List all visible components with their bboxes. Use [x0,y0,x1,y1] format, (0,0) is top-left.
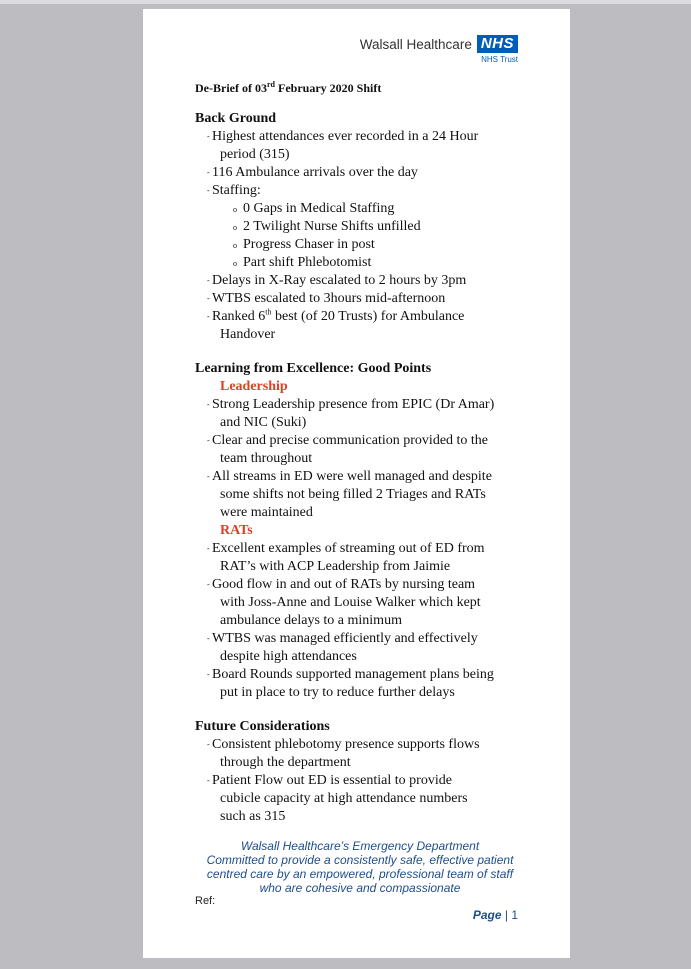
document-body [195,110,530,826]
sub-list-item: o Part shift Phlebotomist [195,254,530,272]
list-item: - Board Rounds supported management plans being put in place to try to reduce further delays [195,666,530,702]
list-item: - WTBS escalated to 3hours mid-afternoon [195,290,530,308]
list-item: - Clear and precise communication provided to the team throughout [195,432,530,468]
list-item: - Patient Flow out ED is essential to provide cubicle capacity at high attendance numbers such as 315 [195,772,530,826]
list-item: - Staffing: [195,182,530,200]
nhs-logo: NHS [477,35,518,53]
subheading-leadership: Leadership [220,379,288,394]
list-item: - Strong Leadership presence from EPIC (Dr Amar) and NIC (Suki) [195,396,530,432]
section-heading-background: Back Ground [195,111,277,126]
list-item: - Ranked 6th best (of 20 Trusts) for Ambulance Handover [195,308,530,344]
document-title: De-Brief of 03rd February 2020 Shift [195,80,382,95]
sub-list-item: o Progress Chaser in post [195,236,530,254]
list-item: - WTBS was managed efficiently and effectively despite high attendances [195,630,530,666]
page-number: Page | 1 [472,908,518,922]
nhs-logo-block [360,35,518,64]
sub-list-item: o 0 Gaps in Medical Staffing [195,200,530,218]
list-item: - Highest attendances ever recorded in a 24 Hour period (315) [195,128,530,164]
sub-list-item: o 2 Twilight Nurse Shifts unfilled [195,218,530,236]
list-item: - Good flow in and out of RATs by nursing team with Joss-Anne and Louise Walker which kept ambulance delays to a minimum [195,576,530,630]
org-name: Walsall Healthcare [359,36,472,52]
ref-label: Ref: [195,895,216,907]
trust-label: NHS Trust [481,55,518,64]
list-item: - Excellent examples of streaming out of ED from RAT’s with ACP Leadership from Jaimie [195,540,530,576]
document-page [143,9,570,958]
list-item: - All streams in ED were well managed and despite some shifts not being filled 2 Triages and RATs were maintained [195,468,530,522]
section-heading-future: Future Considerations [195,719,330,734]
footer-mission-statement: Walsall Healthcare’s Emergency Department Committed to provide a consistently safe, effective patient centred care by an empowered, professional team of staff who are cohesive and compassionate [206,839,514,895]
viewer-top-bar [0,0,691,4]
list-item: - Consistent phlebotomy presence supports flows through the department [195,736,530,772]
section-heading-learning: Learning from Excellence: Good Points [195,361,432,376]
subheading-rats: RATs [220,523,253,538]
list-item: - Delays in X-Ray escalated to 2 hours by 3pm [195,272,530,290]
list-item: - 116 Ambulance arrivals over the day [195,164,530,182]
